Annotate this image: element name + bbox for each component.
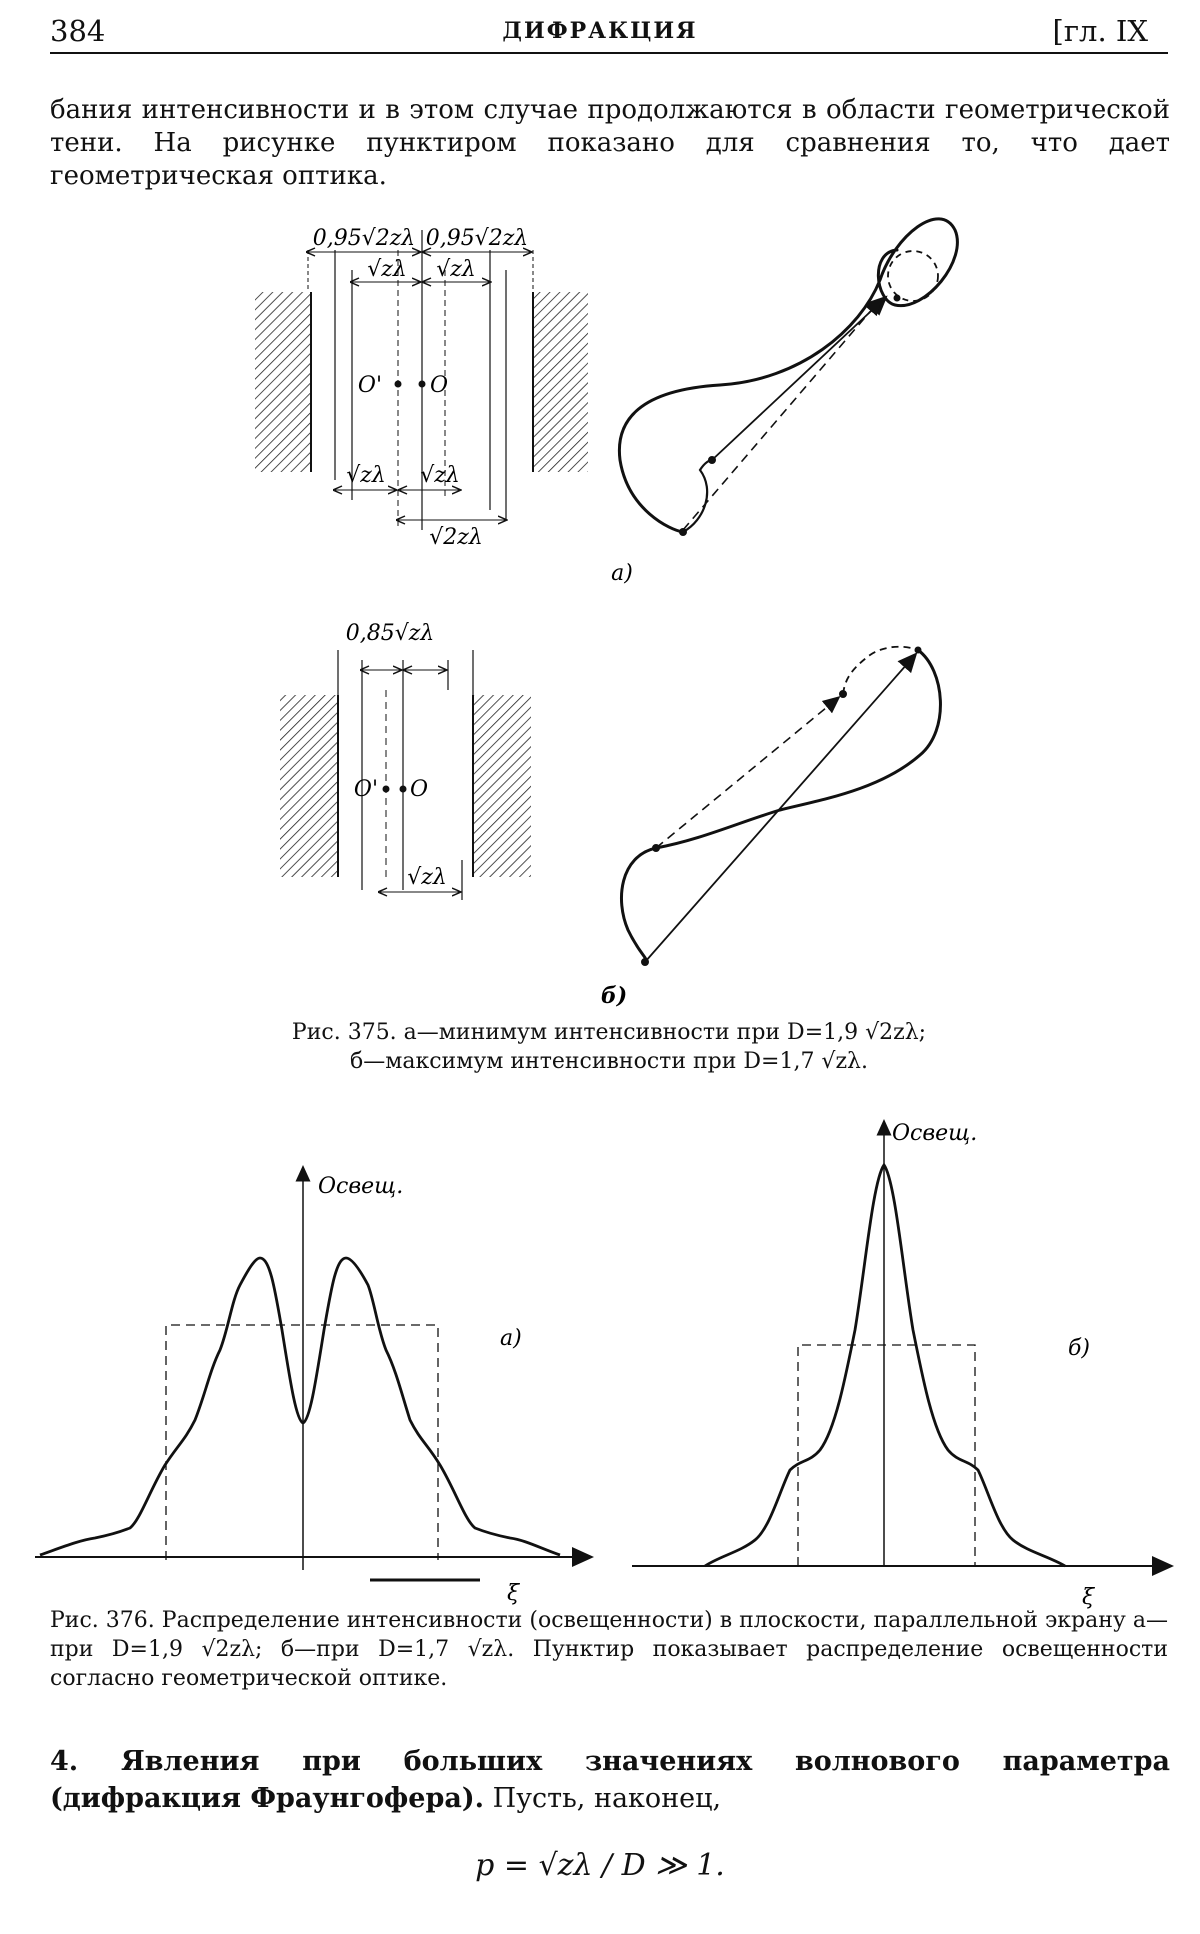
sublabel-376a: а) [500,1326,522,1351]
spiral-point-a3 [894,295,900,301]
label-bottom-left: √zλ [346,463,386,488]
label-top-left: 0,95√2zλ [312,226,416,251]
point-o-prime [395,381,402,388]
xlabel-376b: ξ [1082,1585,1095,1610]
geometric-optics-rect [166,1325,438,1560]
section-4 [50,1743,1170,1817]
point-o [419,381,426,388]
label-bottom: √zλ [407,865,447,890]
caption-line2: б—максимум интенсивности при D=1,7 √zλ. [350,1049,868,1074]
label-o-prime: O' [353,777,378,802]
formula: p = √zλ / D ≫ 1. [475,1848,725,1883]
caption-fig376: Рис. 376. Распределение интенсивности (освещенности) в плоскости, параллельной экрану а—при D=1,9 √2zλ; б—при D=1,7 √zλ. Пунктир показывает распределение освещенности согласно геометрической оптике. [50,1608,1168,1691]
sublabel-376b: б) [1068,1336,1091,1361]
label-bottom-mid: √zλ [420,463,460,488]
page-number: 384 [50,14,106,48]
caption-line1: Рис. 375. а—минимум интенсивности при D=1,9 √2zλ; [291,1020,927,1045]
fig375a-spiral [619,219,957,536]
label-top-right: 0,95√2zλ [425,226,529,251]
chapter-label: [гл. IX [1052,14,1148,48]
spiral-point-a1 [709,457,716,464]
fig376a-plot [35,1168,590,1580]
spiral-point-a2 [680,529,687,536]
label-top: 0,85√zλ [345,621,435,646]
sublabel-375b: б) [600,983,628,1009]
screen-left [255,292,311,472]
intensity-curve [40,1258,560,1555]
fig375b-spiral [621,647,940,966]
fig375b-slit [280,621,531,900]
ylabel-376b: Освещ. [892,1121,978,1146]
geometric-optics-rect [798,1345,975,1566]
spiral-point-b2 [653,845,660,852]
caption-fig375 [50,1018,1168,1076]
label-inner-left: √zλ [367,257,407,282]
label-bottom-wide: √2zλ [429,525,483,550]
screen-right [473,695,531,877]
label-o: O [430,373,449,398]
spiral-point-b1 [840,691,847,698]
label-inner-right: √zλ [436,257,476,282]
ylabel-376a: Освещ. [318,1174,404,1199]
section-text: Пусть, наконец, [492,1783,722,1814]
xlabel-376a: ξ [507,1581,520,1606]
screen-left [280,695,338,877]
intro-paragraph: бания интенсивности и в этом случае продолжаются в области геометрической тени. На рисунке пунктиром показано для сравнения то, что дает геометрическая оптика. [50,95,1170,191]
spiral-point-b4 [915,647,921,653]
spiral-point-b3 [642,959,649,966]
sublabel-375a: а) [611,561,633,586]
screen-right [533,292,588,472]
fig375a-slit [255,226,588,550]
label-o: O [410,777,429,802]
intensity-curve [705,1165,1065,1566]
label-o-prime: O' [357,373,382,398]
section-heading: 4. Явления при больших значениях волнового параметра (дифракция Фраунгофера). [50,1746,1170,1814]
point-o-prime [383,786,390,793]
point-o [400,786,407,793]
running-title: ДИФРАКЦИЯ [502,18,698,44]
